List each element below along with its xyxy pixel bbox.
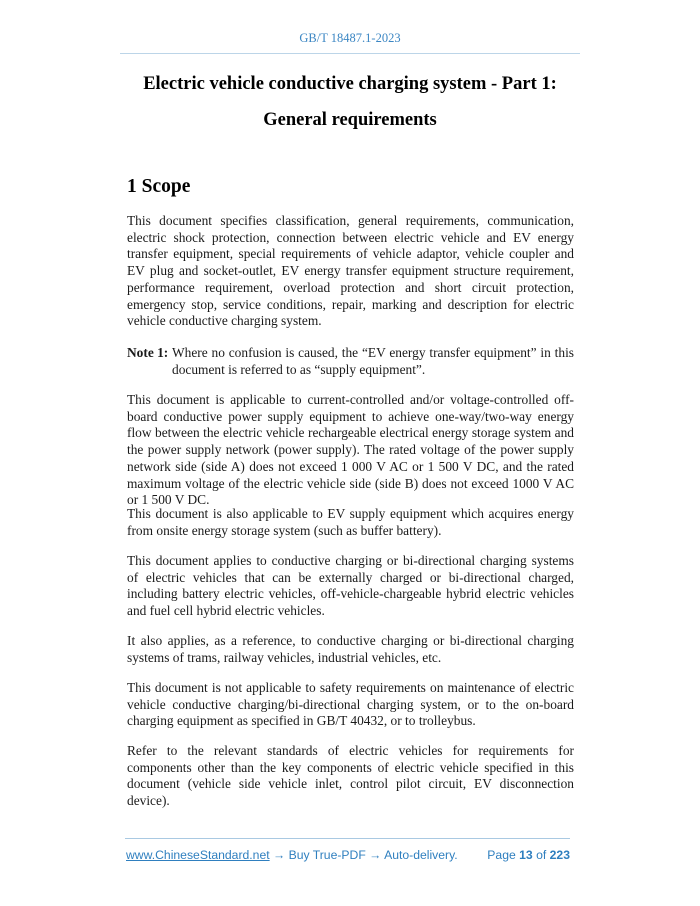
promo-text: → Buy True-PDF → Auto-delivery. [269,848,458,862]
scope-paragraph-2: This document is applicable to current-controlled and/or voltage-controlled off-board conductive power supply equipment to achieve one-way/two-way energy flow between the electric vehicle rechargeable electrical energy storage system and the power supply network (power supply). The rated voltage of the power supply network side (side A) does not exceed 1 000 V AC or 1 500 V DC, and the rated maximum voltage of the electric vehicle side (side B) does not exceed 1000 V AC or 1 500 V DC. [127,392,574,508]
page-footer [126,848,570,862]
header-divider [120,53,580,54]
document-title-line1: Electric vehicle conductive charging system - Part 1: [143,74,557,94]
scope-paragraph-6: This document is not applicable to safety requirements on maintenance of electric vehicle conductive charging/bi-directional charging system, or to the on-board charging equipment as specified in GB/T 40432, or to trolleybus. [127,680,574,729]
note-label: Note 1: [127,345,169,360]
scope-paragraph-1: This document specifies classification, general requirements, communication, electric shock protection, connection between electric vehicle and EV energy transfer equipment, special requirements of vehicle adaptor, vehicle coupler and EV plug and socket-outlet, EV energy transfer equipment structure requirement, performance requirement, overload protection and short circuit protection, emergency stop, service conditions, repair, marking and description for electric vehicle conductive charging system. [127,213,574,329]
total-pages: 223 [549,848,570,862]
note-text: Where no confusion is caused, the “EV energy transfer equipment” in this document is referred to as “supply equipment”. [172,345,574,377]
scope-paragraph-3: This document is also applicable to EV supply equipment which acquires energy from onsite energy storage system (such as buffer battery). [127,506,574,538]
scope-paragraph-5: It also applies, as a reference, to conductive charging or bi-directional charging systems of trams, railway vehicles, industrial vehicles, etc. [127,633,574,665]
scope-paragraph-7: Refer to the relevant standards of electric vehicles for requirements for components other than the key components of electric vehicle specified in this document (vehicle side vehicle inlet, control pilot circuit, EV disconnection device). [127,743,574,809]
scope-paragraph-4: This document applies to conductive charging or bi-directional charging systems of electric vehicles that can be externally charged or bi-directional charged, including battery electric vehicles, off-vehicle-chargeable hybrid electric vehicles and fuel cell hybrid electric vehicles. [127,553,574,619]
current-page: 13 [519,848,533,862]
document-title-line2: General requirements [263,110,437,130]
section-heading: 1 Scope [127,176,191,197]
note-block [127,345,574,378]
standard-code: GB/T 18487.1-2023 [299,31,401,45]
footer-divider [125,838,570,839]
footer-promo [126,848,458,862]
page-indicator: Page 13 of 223 [487,848,570,862]
website-link[interactable]: www.ChineseStandard.net [126,848,270,862]
